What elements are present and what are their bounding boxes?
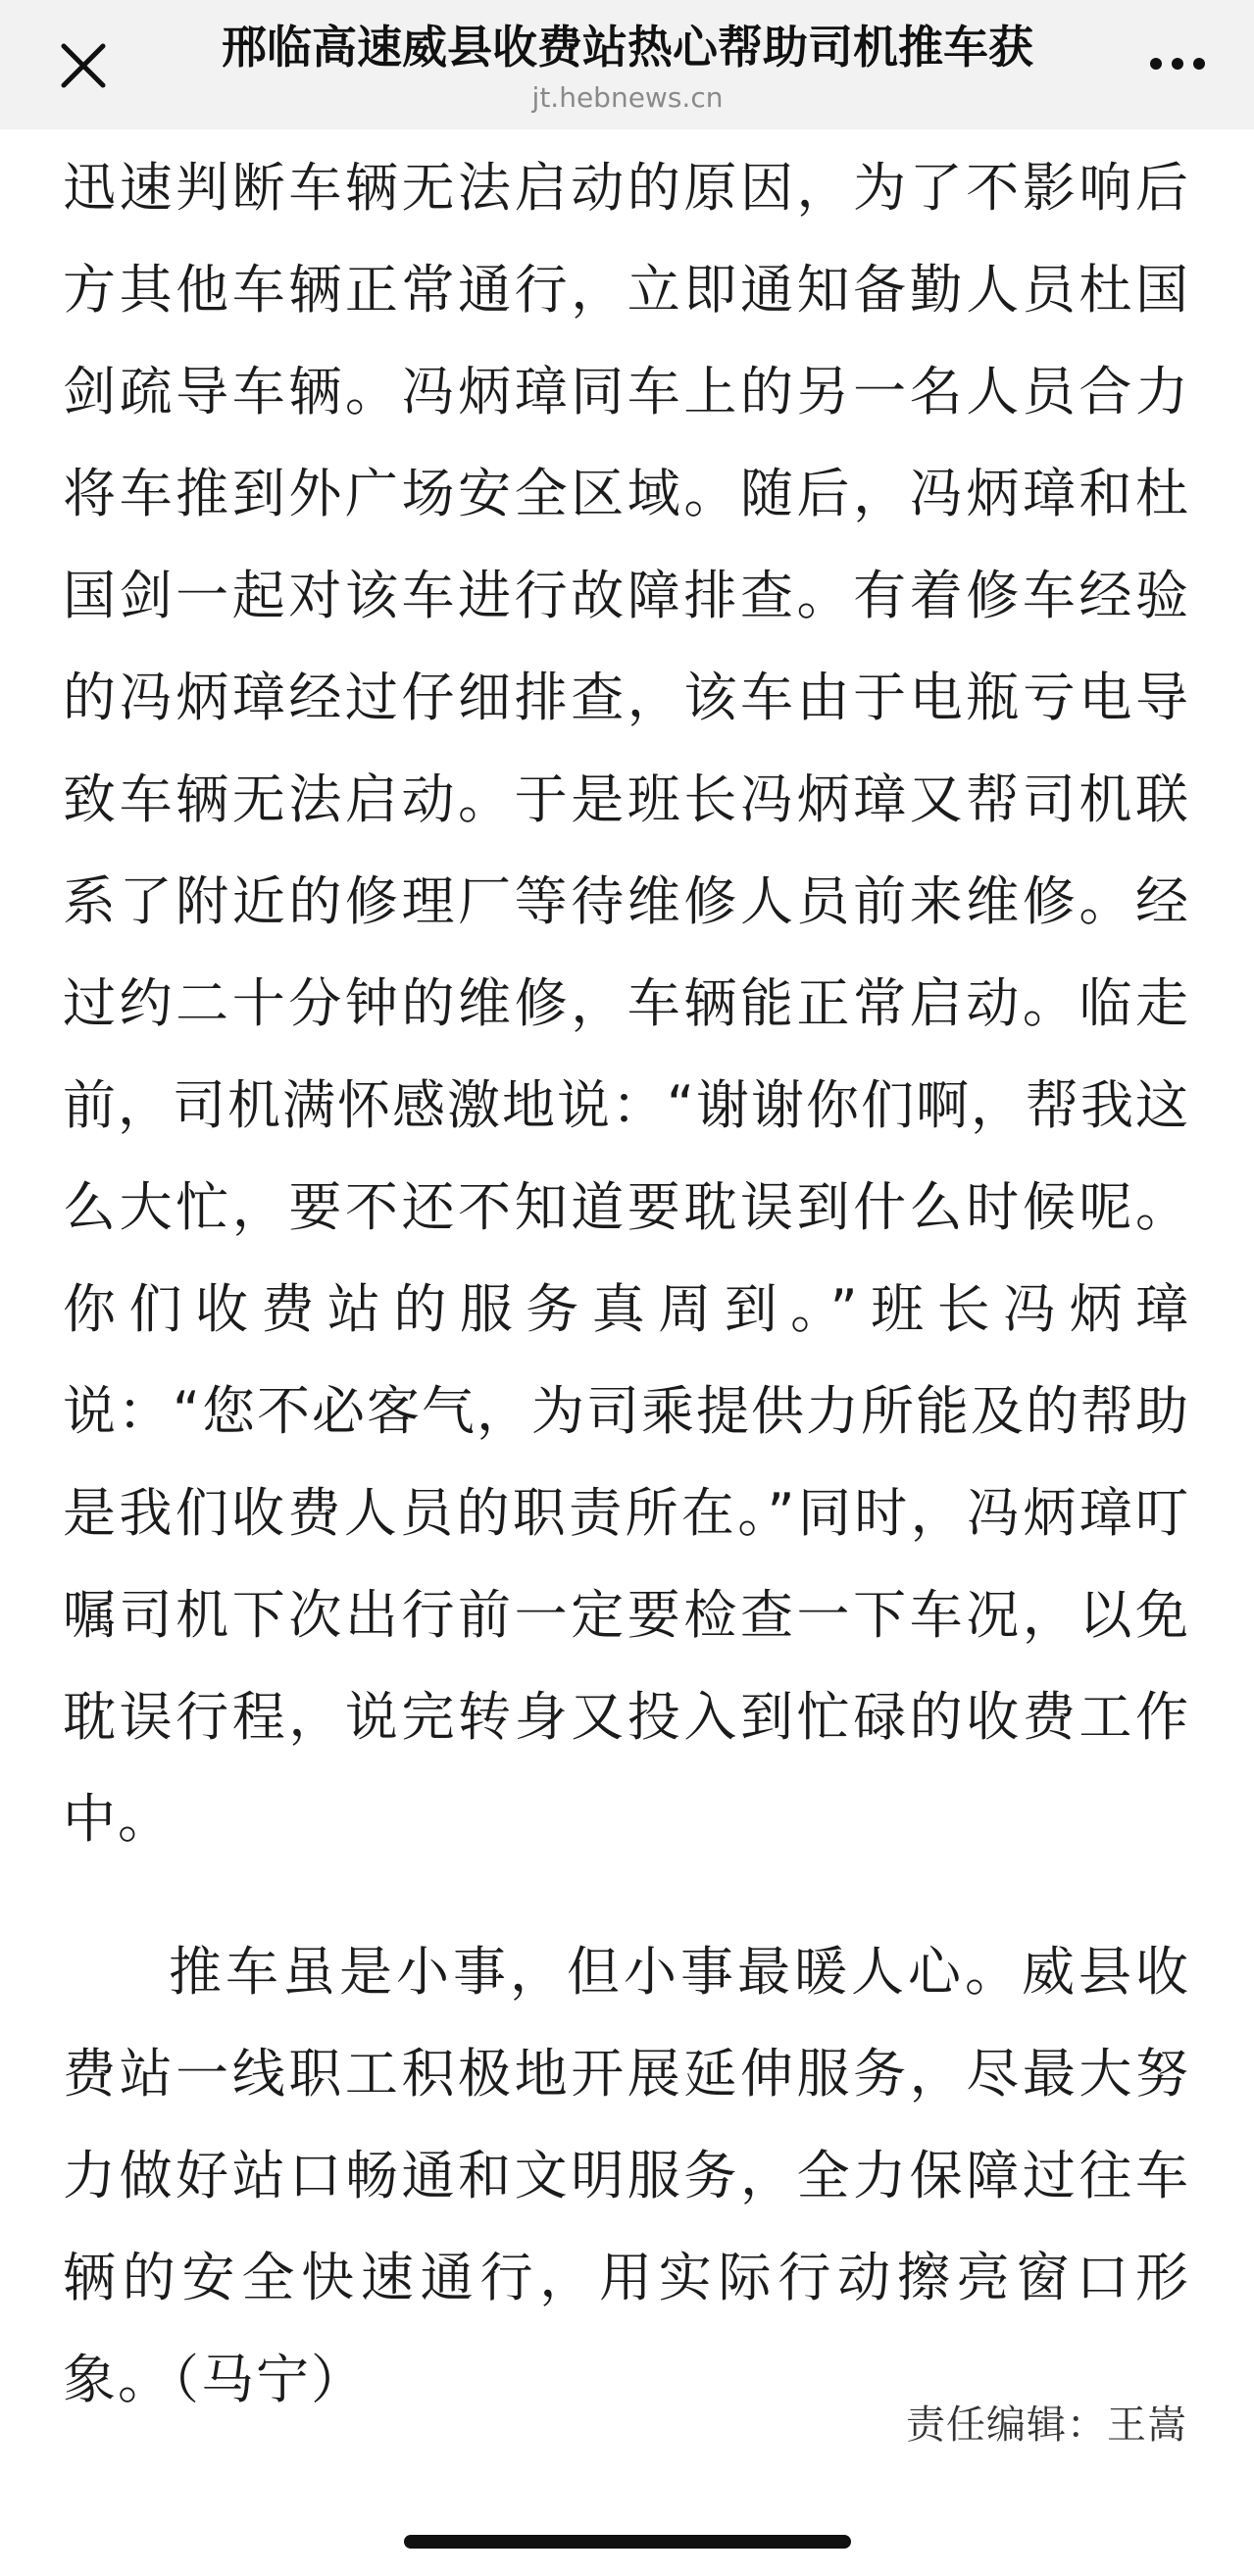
- article-paragraph: 迅速判断车辆无法启动的原因，为了不影响后方其他车辆正常通行，立即通知备勤人员杜国剑疏导车辆。冯炳璋同车上的另一名人员合力将车推到外广场安全区域。随后，冯炳璋和杜国剑一起对该车进行故障排查。有着修车经验的冯炳璋经过仔细排查，该车由于电瓶亏电导致车辆无法启动。于是班长冯炳璋又帮司机联系了附近的修理厂等待维修人员前来维修。经过约二十分钟的维修，车辆能正常启动。临走前，司机满怀感激地说：“谢谢你们啊，帮我这么大忙，要不还不知道要耽误到什么时候呢。你们收费站的服务真周到。”班长冯炳璋说：“您不必客气，为司乘提供力所能及的帮助是我们收费人员的职责所在。”同时，冯炳璋叮嘱司机下次出行前一定要检查一下车况，以免耽误行程，说完转身又投入到忙碌的收费工作中。: [63, 157, 1190, 1850]
- page-title: 邢临高速威县收费站热心帮助司机推车获: [222, 21, 1033, 74]
- editor-credit: 责任编辑：王嵩: [906, 2403, 1187, 2448]
- close-icon: [58, 40, 109, 91]
- close-button[interactable]: [39, 22, 127, 110]
- article-body: [63, 137, 1190, 2431]
- more-dots-icon: [1148, 56, 1207, 72]
- article-paragraph: 推车虽是小事，但小事最暖人心。威县收费站一线职工积极地开展延伸服务，尽最大努力做好站口畅通和文明服务，全力保障过往车辆的安全快速通行，用实际行动擦亮窗口形象。（马宁）: [63, 1941, 1190, 2410]
- page-domain: jt.hebnews.cn: [531, 81, 724, 114]
- home-indicator[interactable]: [404, 2535, 851, 2549]
- more-options-button[interactable]: [1138, 29, 1217, 98]
- title-area: [157, 18, 1098, 116]
- top-navigation-bar: [0, 0, 1254, 129]
